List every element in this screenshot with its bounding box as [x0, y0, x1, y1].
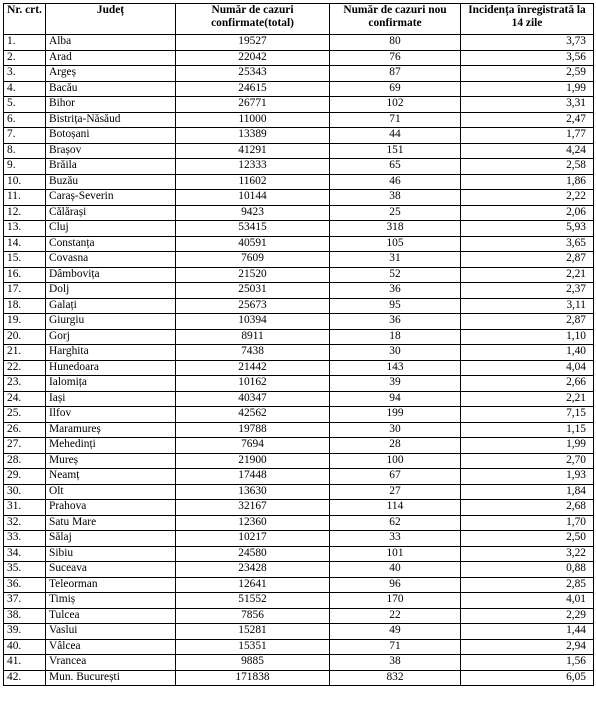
cell-judet: Botoșani [46, 128, 176, 144]
cell-incidenta: 3,73 [461, 35, 594, 51]
cell-incidenta: 2,87 [461, 314, 594, 330]
cell-total: 23428 [176, 562, 330, 578]
cell-total: 8911 [176, 329, 330, 345]
cell-incidenta: 3,56 [461, 50, 594, 66]
cell-nou: 67 [330, 469, 461, 485]
cell-incidenta: 3,31 [461, 97, 594, 113]
cell-total: 26771 [176, 97, 330, 113]
table-row [4, 252, 594, 268]
cell-total: 21442 [176, 360, 330, 376]
cell-total: 19788 [176, 422, 330, 438]
cell-nou: 151 [330, 143, 461, 159]
covid-counties-table [3, 3, 594, 686]
table-row [4, 81, 594, 97]
cell-nr: 30. [4, 484, 46, 500]
cell-incidenta: 3,11 [461, 298, 594, 314]
cell-total: 7694 [176, 438, 330, 454]
cell-total: 25673 [176, 298, 330, 314]
table-row [4, 314, 594, 330]
cell-incidenta: 1,56 [461, 655, 594, 671]
cell-judet: Buzău [46, 174, 176, 190]
cell-incidenta: 1,10 [461, 329, 594, 345]
cell-nr: 2. [4, 50, 46, 66]
cell-total: 10217 [176, 531, 330, 547]
cell-nr: 37. [4, 593, 46, 609]
cell-nou: 95 [330, 298, 461, 314]
table-row [4, 655, 594, 671]
cell-total: 53415 [176, 221, 330, 237]
cell-nou: 40 [330, 562, 461, 578]
cell-incidenta: 2,68 [461, 500, 594, 516]
table-body [4, 35, 594, 686]
cell-incidenta: 4,01 [461, 593, 594, 609]
table-row [4, 422, 594, 438]
table-row [4, 267, 594, 283]
cell-nou: 94 [330, 391, 461, 407]
cell-incidenta: 7,15 [461, 407, 594, 423]
cell-nr: 29. [4, 469, 46, 485]
cell-nr: 8. [4, 143, 46, 159]
cell-nou: 143 [330, 360, 461, 376]
cell-nou: 832 [330, 670, 461, 686]
cell-judet: Tulcea [46, 608, 176, 624]
table-row [4, 562, 594, 578]
cell-total: 41291 [176, 143, 330, 159]
cell-total: 13389 [176, 128, 330, 144]
cell-incidenta: 4,24 [461, 143, 594, 159]
cell-nr: 10. [4, 174, 46, 190]
cell-nou: 39 [330, 376, 461, 392]
cell-nou: 65 [330, 159, 461, 175]
cell-nou: 105 [330, 236, 461, 252]
table-row [4, 531, 594, 547]
cell-incidenta: 4,04 [461, 360, 594, 376]
cell-incidenta: 2,59 [461, 66, 594, 82]
table-row [4, 298, 594, 314]
cell-nr: 33. [4, 531, 46, 547]
cell-judet: Mureș [46, 453, 176, 469]
cell-total: 21520 [176, 267, 330, 283]
cell-incidenta: 1,84 [461, 484, 594, 500]
table-row [4, 469, 594, 485]
cell-judet: Brașov [46, 143, 176, 159]
cell-judet: Mun. București [46, 670, 176, 686]
cell-nr: 3. [4, 66, 46, 82]
cell-incidenta: 0,88 [461, 562, 594, 578]
cell-incidenta: 1,86 [461, 174, 594, 190]
header-row [4, 4, 594, 35]
cell-nr: 31. [4, 500, 46, 516]
cell-judet: Gorj [46, 329, 176, 345]
cell-nr: 20. [4, 329, 46, 345]
cell-incidenta: 1,70 [461, 515, 594, 531]
cell-judet: Dâmbovița [46, 267, 176, 283]
cell-total: 17448 [176, 469, 330, 485]
cell-nou: 30 [330, 345, 461, 361]
table-row [4, 143, 594, 159]
cell-total: 7609 [176, 252, 330, 268]
cell-nr: 41. [4, 655, 46, 671]
cell-judet: Bacău [46, 81, 176, 97]
cell-nou: 52 [330, 267, 461, 283]
table-row [4, 329, 594, 345]
cell-nou: 30 [330, 422, 461, 438]
header-nou: Număr de cazuri nou confirmate [330, 4, 461, 35]
cell-judet: Cluj [46, 221, 176, 237]
cell-nou: 71 [330, 639, 461, 655]
cell-incidenta: 2,94 [461, 639, 594, 655]
cell-judet: Sibiu [46, 546, 176, 562]
cell-judet: Hunedoara [46, 360, 176, 376]
cell-judet: Bihor [46, 97, 176, 113]
cell-total: 24580 [176, 546, 330, 562]
cell-judet: Maramureș [46, 422, 176, 438]
cell-nou: 114 [330, 500, 461, 516]
table-row [4, 546, 594, 562]
cell-nou: 49 [330, 624, 461, 640]
cell-nou: 80 [330, 35, 461, 51]
cell-total: 42562 [176, 407, 330, 423]
cell-judet: Ialomița [46, 376, 176, 392]
table-row [4, 345, 594, 361]
cell-nou: 87 [330, 66, 461, 82]
cell-nou: 101 [330, 546, 461, 562]
cell-total: 9885 [176, 655, 330, 671]
cell-nou: 46 [330, 174, 461, 190]
cell-nr: 19. [4, 314, 46, 330]
cell-incidenta: 2,50 [461, 531, 594, 547]
table-row [4, 624, 594, 640]
cell-nr: 36. [4, 577, 46, 593]
cell-total: 22042 [176, 50, 330, 66]
cell-nou: 318 [330, 221, 461, 237]
cell-judet: Olt [46, 484, 176, 500]
table-row [4, 639, 594, 655]
cell-incidenta: 3,65 [461, 236, 594, 252]
cell-nr: 7. [4, 128, 46, 144]
cell-nou: 38 [330, 655, 461, 671]
cell-judet: Constanța [46, 236, 176, 252]
table-row [4, 66, 594, 82]
cell-total: 10394 [176, 314, 330, 330]
cell-nr: 1. [4, 35, 46, 51]
table-row [4, 593, 594, 609]
cell-judet: Galați [46, 298, 176, 314]
cell-nou: 170 [330, 593, 461, 609]
table-row [4, 128, 594, 144]
cell-judet: Timiș [46, 593, 176, 609]
cell-incidenta: 1,77 [461, 128, 594, 144]
cell-total: 10162 [176, 376, 330, 392]
cell-nr: 32. [4, 515, 46, 531]
cell-nr: 9. [4, 159, 46, 175]
cell-incidenta: 2,22 [461, 190, 594, 206]
cell-nou: 100 [330, 453, 461, 469]
table-row [4, 112, 594, 128]
cell-judet: Iași [46, 391, 176, 407]
cell-judet: Sălaj [46, 531, 176, 547]
cell-nou: 96 [330, 577, 461, 593]
cell-nou: 27 [330, 484, 461, 500]
cell-nr: 17. [4, 283, 46, 299]
cell-judet: Vâlcea [46, 639, 176, 655]
cell-nr: 5. [4, 97, 46, 113]
cell-judet: Arad [46, 50, 176, 66]
cell-nou: 71 [330, 112, 461, 128]
cell-judet: Caraș-Severin [46, 190, 176, 206]
cell-total: 10144 [176, 190, 330, 206]
cell-nr: 14. [4, 236, 46, 252]
cell-judet: Suceava [46, 562, 176, 578]
cell-nou: 199 [330, 407, 461, 423]
cell-total: 13630 [176, 484, 330, 500]
cell-total: 12333 [176, 159, 330, 175]
cell-nr: 38. [4, 608, 46, 624]
table-row [4, 670, 594, 686]
cell-judet: Bistrița-Năsăud [46, 112, 176, 128]
cell-incidenta: 1,15 [461, 422, 594, 438]
cell-incidenta: 2,29 [461, 608, 594, 624]
cell-judet: Ilfov [46, 407, 176, 423]
cell-nou: 69 [330, 81, 461, 97]
cell-incidenta: 2,58 [461, 159, 594, 175]
cell-total: 15281 [176, 624, 330, 640]
table-row [4, 608, 594, 624]
cell-incidenta: 2,66 [461, 376, 594, 392]
table-row [4, 236, 594, 252]
header-incidenta: Incidența înregistrată la 14 zile [461, 4, 594, 35]
cell-nr: 13. [4, 221, 46, 237]
cell-nou: 31 [330, 252, 461, 268]
cell-nr: 4. [4, 81, 46, 97]
cell-total: 19527 [176, 35, 330, 51]
cell-nou: 36 [330, 283, 461, 299]
cell-judet: Mehedinți [46, 438, 176, 454]
cell-judet: Satu Mare [46, 515, 176, 531]
cell-total: 24615 [176, 81, 330, 97]
cell-judet: Dolj [46, 283, 176, 299]
cell-incidenta: 2,21 [461, 267, 594, 283]
cell-total: 21900 [176, 453, 330, 469]
cell-judet: Alba [46, 35, 176, 51]
cell-nou: 102 [330, 97, 461, 113]
cell-judet: Călărași [46, 205, 176, 221]
cell-nr: 42. [4, 670, 46, 686]
cell-nr: 12. [4, 205, 46, 221]
cell-nr: 28. [4, 453, 46, 469]
cell-incidenta: 5,93 [461, 221, 594, 237]
cell-total: 9423 [176, 205, 330, 221]
table-row [4, 174, 594, 190]
cell-total: 7856 [176, 608, 330, 624]
cell-incidenta: 6,05 [461, 670, 594, 686]
cell-total: 40347 [176, 391, 330, 407]
cell-total: 171838 [176, 670, 330, 686]
cell-nr: 24. [4, 391, 46, 407]
cell-nr: 16. [4, 267, 46, 283]
table-row [4, 407, 594, 423]
cell-nr: 39. [4, 624, 46, 640]
header-total: Număr de cazuri confirmate(total) [176, 4, 330, 35]
table-row [4, 577, 594, 593]
cell-incidenta: 1,40 [461, 345, 594, 361]
cell-nr: 40. [4, 639, 46, 655]
cell-judet: Brăila [46, 159, 176, 175]
cell-judet: Prahova [46, 500, 176, 516]
table-row [4, 50, 594, 66]
cell-nou: 36 [330, 314, 461, 330]
cell-total: 40591 [176, 236, 330, 252]
cell-judet: Vaslui [46, 624, 176, 640]
cell-total: 11602 [176, 174, 330, 190]
cell-total: 11000 [176, 112, 330, 128]
table-row [4, 453, 594, 469]
cell-incidenta: 2,70 [461, 453, 594, 469]
cell-nr: 22. [4, 360, 46, 376]
header-nr: Nr. crt. [4, 4, 46, 35]
cell-incidenta: 1,99 [461, 81, 594, 97]
cell-incidenta: 2,87 [461, 252, 594, 268]
cell-nou: 44 [330, 128, 461, 144]
cell-total: 15351 [176, 639, 330, 655]
cell-judet: Teleorman [46, 577, 176, 593]
cell-nr: 27. [4, 438, 46, 454]
cell-judet: Giurgiu [46, 314, 176, 330]
cell-incidenta: 2,37 [461, 283, 594, 299]
cell-total: 32167 [176, 500, 330, 516]
cell-incidenta: 1,44 [461, 624, 594, 640]
cell-judet: Vrancea [46, 655, 176, 671]
cell-total: 7438 [176, 345, 330, 361]
cell-nr: 35. [4, 562, 46, 578]
cell-incidenta: 2,21 [461, 391, 594, 407]
cell-nou: 38 [330, 190, 461, 206]
cell-nou: 18 [330, 329, 461, 345]
cell-nr: 21. [4, 345, 46, 361]
cell-judet: Harghita [46, 345, 176, 361]
cell-total: 51552 [176, 593, 330, 609]
cell-nr: 25. [4, 407, 46, 423]
cell-nr: 34. [4, 546, 46, 562]
cell-nr: 15. [4, 252, 46, 268]
table-row [4, 391, 594, 407]
table-row [4, 221, 594, 237]
table-row [4, 360, 594, 376]
cell-judet: Argeș [46, 66, 176, 82]
cell-nou: 28 [330, 438, 461, 454]
cell-incidenta: 1,99 [461, 438, 594, 454]
cell-total: 25343 [176, 66, 330, 82]
table-row [4, 35, 594, 51]
table-row [4, 190, 594, 206]
cell-incidenta: 2,85 [461, 577, 594, 593]
table-row [4, 97, 594, 113]
cell-nou: 62 [330, 515, 461, 531]
table-row [4, 500, 594, 516]
table-row [4, 205, 594, 221]
cell-nr: 18. [4, 298, 46, 314]
cell-judet: Covasna [46, 252, 176, 268]
header-judet: Județ [46, 4, 176, 35]
cell-incidenta: 1,93 [461, 469, 594, 485]
cell-nou: 33 [330, 531, 461, 547]
cell-nr: 23. [4, 376, 46, 392]
cell-nou: 76 [330, 50, 461, 66]
cell-nr: 6. [4, 112, 46, 128]
table-row [4, 515, 594, 531]
table-row [4, 438, 594, 454]
table-row [4, 283, 594, 299]
cell-total: 12641 [176, 577, 330, 593]
cell-nr: 11. [4, 190, 46, 206]
cell-incidenta: 2,47 [461, 112, 594, 128]
cell-total: 25031 [176, 283, 330, 299]
table-row [4, 159, 594, 175]
cell-total: 12360 [176, 515, 330, 531]
cell-incidenta: 3,22 [461, 546, 594, 562]
cell-nou: 25 [330, 205, 461, 221]
table-row [4, 484, 594, 500]
table-row [4, 376, 594, 392]
cell-nou: 22 [330, 608, 461, 624]
cell-nr: 26. [4, 422, 46, 438]
cell-incidenta: 2,06 [461, 205, 594, 221]
cell-judet: Neamț [46, 469, 176, 485]
